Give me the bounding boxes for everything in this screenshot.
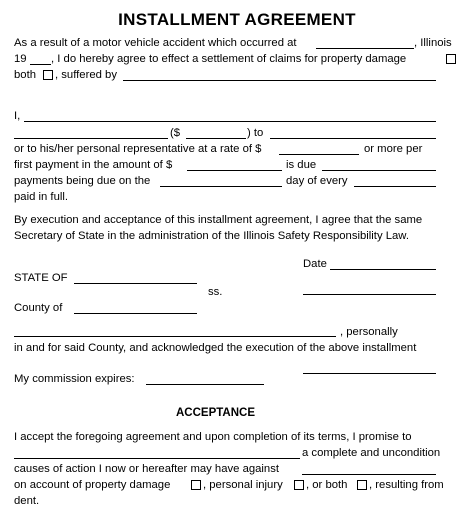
illinois-text: , Illinois [414,37,452,49]
county-field[interactable] [74,313,197,314]
accept-both-checkbox[interactable] [357,480,367,490]
release-name-field[interactable] [14,458,300,459]
due-date-field[interactable] [322,170,436,171]
ss-label: ss. [208,286,223,298]
rate-field[interactable] [279,154,359,155]
execution-text: By execution and acceptance of this installment agreement, I agree that the same [14,214,423,226]
personally-name-field[interactable] [14,336,336,337]
state-field[interactable] [74,283,197,284]
dollar-open-text: ($ [170,127,181,139]
day-of-every-text: day of every [286,175,348,187]
property-damage-checkbox[interactable] [446,54,456,64]
personal-injury-text: , personal injury [203,479,283,491]
accept-property-damage-checkbox[interactable] [191,480,201,490]
signature-line[interactable] [303,294,436,295]
commission-label: My commission expires: [14,373,135,385]
payments-due-text: payments being due on the [14,175,151,187]
acceptance-heading: ACCEPTANCE [176,407,256,419]
first-payment-text: first payment in the amount of $ [14,159,173,171]
personally-text: , personally [340,326,398,338]
acknowledged-text: in and for said County, and acknowledged the execution of the above installment [14,342,417,354]
accept-text: I accept the foregoing agreement and upon completion of its terms, I promise to [14,431,412,443]
document-title: INSTALLMENT AGREEMENT [118,10,356,29]
or-both-text: , or both [306,479,348,491]
resulting-from-text: , resulting from [369,479,444,491]
both-checkbox[interactable] [43,70,53,80]
county-of-label: County of [14,302,63,314]
name-field[interactable] [24,121,436,122]
date-label: Date [303,258,327,270]
date-field[interactable] [330,269,436,270]
payment-day-field[interactable] [160,186,282,187]
rate-text: or to his/her personal representative at a rate of $ [14,143,262,155]
state-of-label: STATE OF [14,272,68,284]
is-due-text: is due [286,159,317,171]
accident-location-field[interactable] [316,48,414,49]
year-prefix: 19 [14,53,27,65]
or-more-text: or more per [364,143,423,155]
property-damage-text: on account of property damage [14,479,171,491]
first-payment-field[interactable] [187,170,282,171]
accident-text: As a result of a motor vehicle accident which occurred at [14,37,297,49]
amount-words-field[interactable] [14,138,168,139]
both-label: both [14,69,36,81]
notary-signature-line[interactable] [303,373,436,374]
dent-text: dent. [14,495,40,507]
paid-in-full-text: paid in full. [14,191,69,203]
commission-field[interactable] [146,384,264,385]
complete-text: a complete and uncondition [302,447,441,459]
interval-field[interactable] [354,186,436,187]
to-text: ) to [247,127,264,139]
payee-field[interactable] [270,138,436,139]
settlement-text: , I do hereby agree to effect a settlement of claims for property damage [51,53,407,65]
against-field[interactable] [302,474,436,475]
causes-text: causes of action I now or hereafter may have against [14,463,279,475]
suffered-by-field[interactable] [123,80,436,81]
suffered-by-text: , suffered by [55,69,117,81]
year-field[interactable] [30,64,51,65]
i-label: I, [14,110,21,122]
secretary-text: Secretary of State in the administration of the Illinois Safety Responsibility Law. [14,230,409,242]
amount-number-field[interactable] [186,138,246,139]
personal-injury-checkbox[interactable] [294,480,304,490]
